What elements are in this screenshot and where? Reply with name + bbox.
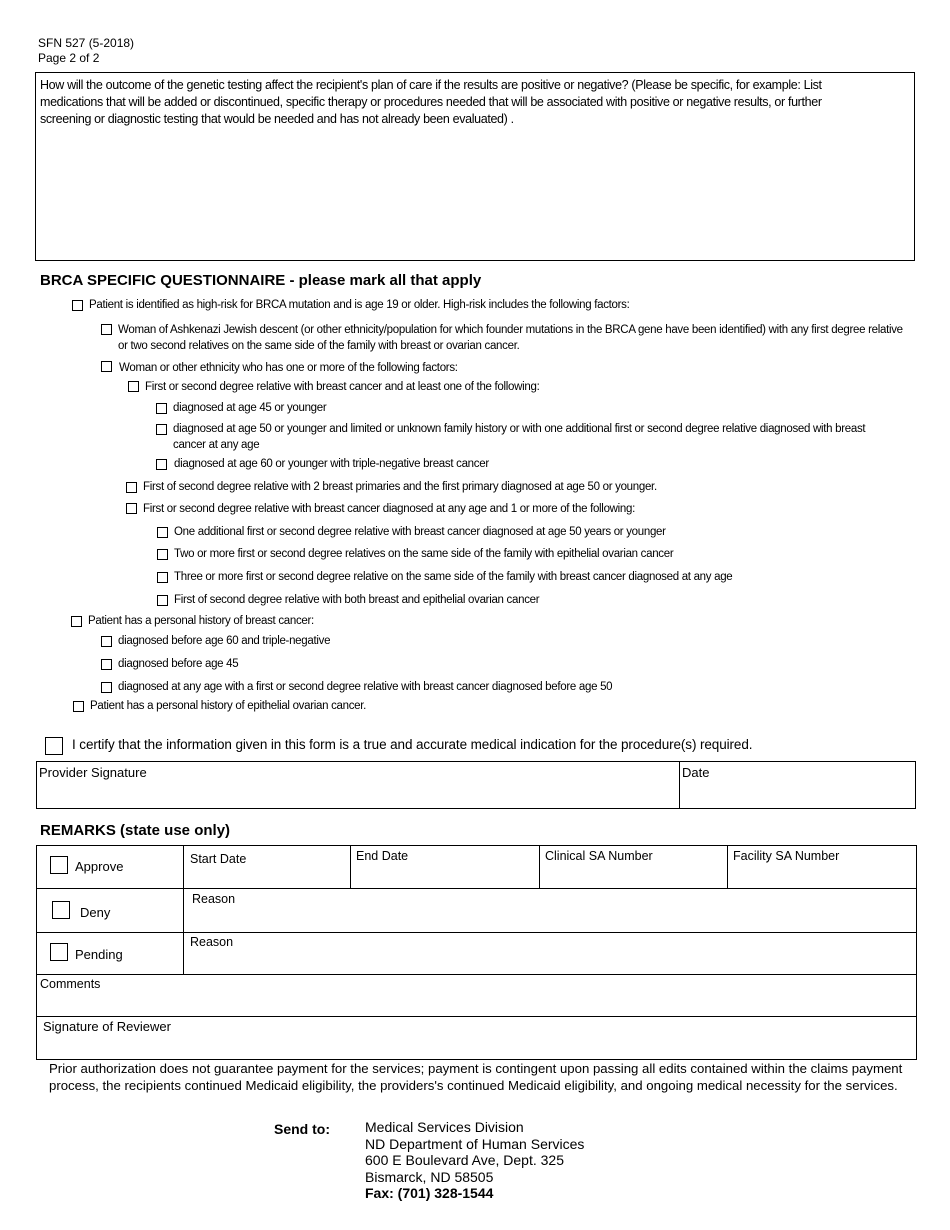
item-relative-breast-cancer: First or second degree relative with breast cancer and at least one of the following: bbox=[145, 381, 540, 393]
checkbox-relative-breast-cancer[interactable] bbox=[128, 381, 139, 392]
item-one-additional: One additional first or second degree relative with breast cancer diagnosed at age 50 years or younger bbox=[174, 526, 666, 538]
fax-number: Fax: (701) 328-1544 bbox=[365, 1185, 494, 1201]
item-two-primaries: First of second degree relative with 2 breast primaries and the first primary diagnosed at age 50 or younger. bbox=[143, 481, 657, 493]
checkbox-age-45[interactable] bbox=[156, 403, 167, 414]
checkbox-pending[interactable] bbox=[50, 943, 68, 961]
address-line-1: Medical Services Division bbox=[365, 1119, 524, 1135]
facility-sa-label: Facility SA Number bbox=[733, 849, 840, 863]
item-personal-breast: Patient has a personal history of breast cancer: bbox=[88, 615, 314, 627]
pending-reason-label: Reason bbox=[190, 935, 234, 949]
item-age-60-triple-negative: diagnosed at age 60 or younger with triple-negative breast cancer bbox=[174, 458, 489, 470]
remarks-title: REMARKS (state use only) bbox=[40, 822, 231, 839]
date-field[interactable] bbox=[680, 780, 914, 807]
item-before-45: diagnosed before age 45 bbox=[118, 658, 239, 670]
send-to-label: Send to: bbox=[274, 1121, 330, 1137]
deny-label: Deny bbox=[80, 905, 111, 920]
item-any-age-plus: First or second degree relative with breast cancer diagnosed at any age and 1 or more of the following: bbox=[143, 503, 636, 515]
checkbox-personal-breast[interactable] bbox=[71, 616, 82, 627]
item-two-ovarian: Two or more first or second degree relatives on the same side of the family with epithelial ovarian cancer bbox=[174, 548, 674, 560]
checkbox-high-risk[interactable] bbox=[72, 300, 83, 311]
end-date-label: End Date bbox=[356, 849, 409, 863]
checkbox-other-ethnicity[interactable] bbox=[101, 361, 112, 372]
checkbox-any-age-plus[interactable] bbox=[126, 503, 137, 514]
deny-reason-label: Reason bbox=[192, 892, 236, 906]
address-line-4: Bismarck, ND 58505 bbox=[365, 1168, 494, 1185]
outcome-answer-box[interactable] bbox=[35, 72, 915, 261]
checkbox-two-ovarian[interactable] bbox=[157, 549, 168, 560]
address-line-3: 600 E Boulevard Ave, Dept. 325 bbox=[365, 1152, 564, 1168]
provider-signature-label: Provider Signature bbox=[39, 765, 147, 780]
checkbox-three-breast[interactable] bbox=[157, 572, 168, 583]
approve-label: Approve bbox=[75, 859, 124, 874]
checkbox-before-60-triple[interactable] bbox=[101, 636, 112, 647]
checkbox-deny[interactable] bbox=[52, 901, 70, 919]
checkbox-personal-ovarian[interactable] bbox=[73, 701, 84, 712]
checkbox-age-50[interactable] bbox=[156, 424, 167, 435]
item-personal-ovarian: Patient has a personal history of epithelial ovarian cancer. bbox=[90, 700, 367, 712]
item-any-age-relative: diagnosed at any age with a first or second degree relative with breast cancer diagnosed before age 50 bbox=[118, 681, 613, 693]
reviewer-signature-label: Signature of Reviewer bbox=[43, 1019, 171, 1034]
item-before-60-triple: diagnosed before age 60 and triple-negative bbox=[118, 635, 331, 647]
checkbox-age-60-triple-negative[interactable] bbox=[156, 459, 167, 470]
item-other-ethnicity: Woman or other ethnicity who has one or more of the following factors: bbox=[119, 362, 458, 374]
provider-signature-field[interactable] bbox=[37, 780, 677, 807]
start-date-label: Start Date bbox=[190, 852, 247, 866]
item-high-risk: Patient is identified as high-risk for BRCA mutation and is age 19 or older. High-risk includes the following factors: bbox=[89, 299, 630, 311]
pending-label: Pending bbox=[75, 947, 123, 962]
item-ashkenazi: Woman of Ashkenazi Jewish descent (or other ethnicity/population for which founder mutations in the BRCA gene have been identified) with any first degree relative or two second relatives on the same side of the family with breast or ovarian cancer. bbox=[118, 324, 903, 352]
item-age-50: diagnosed at age 50 or younger and limited or unknown family history or with one additional first or second degree relative diagnosed with breast cancer at any age bbox=[173, 423, 866, 451]
date-label: Date bbox=[682, 765, 710, 780]
brca-section-title: BRCA SPECIFIC QUESTIONNAIRE - please mark all that apply bbox=[40, 272, 482, 289]
item-three-breast: Three or more first or second degree relative on the same side of the family with breast cancer diagnosed at any age bbox=[174, 571, 733, 583]
checkbox-approve[interactable] bbox=[50, 856, 68, 874]
send-to-address bbox=[365, 1119, 584, 1202]
certify-statement: I certify that the information given in this form is a true and accurate medical indication for the procedure(s) required. bbox=[72, 737, 753, 752]
checkbox-any-age-relative[interactable] bbox=[101, 682, 112, 693]
checkbox-before-45[interactable] bbox=[101, 659, 112, 670]
clinical-sa-label: Clinical SA Number bbox=[545, 849, 653, 863]
address-line-2: ND Department of Human Services bbox=[365, 1135, 585, 1152]
checkbox-breast-and-ovarian[interactable] bbox=[157, 595, 168, 606]
comments-label: Comments bbox=[40, 977, 101, 991]
form-id: SFN 527 (5-2018) bbox=[38, 36, 135, 50]
page-number: Page 2 of 2 bbox=[38, 51, 100, 65]
outcome-question: How will the outcome of the genetic testing affect the recipient's plan of care if the results are positive or negative? (Please be specific, for example: List medications that will be added or discontinued, specific therapy or procedures needed that will be associated with positive or negative results, or further screening or diagnostic testing that would be needed and has not already been evaluated) . bbox=[40, 78, 822, 126]
item-age-45: diagnosed at age 45 or younger bbox=[173, 402, 327, 414]
checkbox-ashkenazi[interactable] bbox=[101, 324, 112, 335]
item-breast-and-ovarian: First of second degree relative with both breast and epithelial ovarian cancer bbox=[174, 594, 540, 606]
checkbox-one-additional[interactable] bbox=[157, 527, 168, 538]
disclaimer: Prior authorization does not guarantee payment for the services; payment is contingent upon passing all edits contained within the claims payment process, the recipients continued Medicaid eligibility, the providers's continued Medicaid eligibility, and ongoing medical necessity for the services. bbox=[49, 1061, 903, 1093]
checkbox-two-primaries[interactable] bbox=[126, 482, 137, 493]
checkbox-certify[interactable] bbox=[45, 737, 63, 755]
